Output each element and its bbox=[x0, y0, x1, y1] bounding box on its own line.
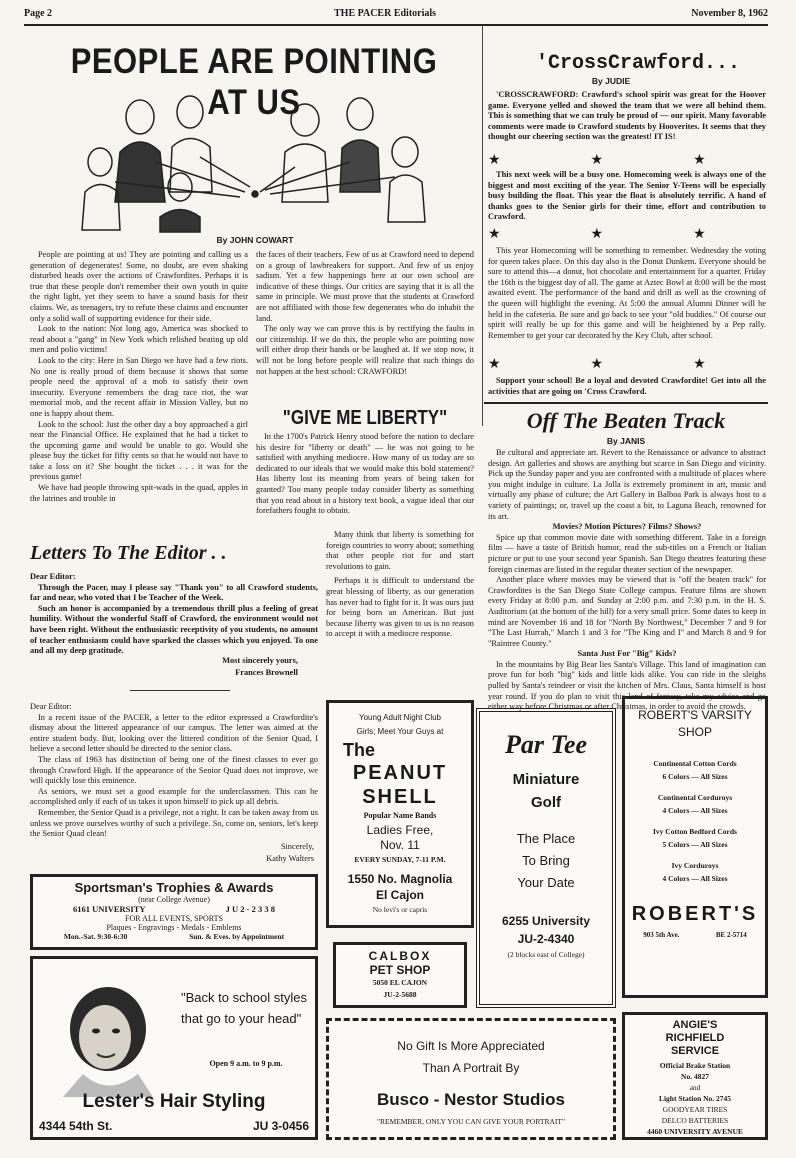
pointing-column-1 bbox=[30, 250, 248, 503]
crosscrawford-p1 bbox=[488, 90, 766, 150]
crosscrawford-para: This next week will be a busy one. Homecoming week is always one of the biggest and most exciting of the year. The Senior Y-Teens will be especially busy building the float. This year the float is absolutely terrific. A hand of thanks goes to the Senior girls for their time, effort and contribution to Crawford. bbox=[488, 170, 766, 222]
ad-peanut-shell bbox=[326, 700, 474, 928]
crosscrawford-byline: By JUDIE bbox=[591, 76, 631, 86]
ad-line: Than A Portrait By bbox=[422, 1061, 520, 1075]
pointing-para: People are pointing at us! They are pointing and calling us a generation of degenerates! Some, no doubt, are even shaking disturbed heads over the actions of Crawfordites. Perhaps it is true that these people don't remember their own youth in quite the right light, yet they seem to have a sound basis for their claims. We, as teenagers, try to refute these claims and encounter only a solid wall of supporting evidence for their side. bbox=[30, 250, 248, 323]
ad-address: 903 5th Ave. bbox=[643, 931, 680, 939]
ad-line: Plaques - Engravings - Medals - Emblems bbox=[106, 923, 242, 932]
pointing-para: We have had people throwing spit-wads in the quad, apples in the latrines and trouble in bbox=[30, 483, 248, 503]
ad-line: No. 4827 bbox=[681, 1072, 709, 1081]
ad-title: Busco - Nestor Studios bbox=[377, 1090, 565, 1109]
ad-line: Young Adult Night Club bbox=[359, 713, 441, 722]
beaten-para: Be cultural and appreciate art. Revert to the Renaissance or advance to abstract design. Art galleries and shows are anything but scarce in San Diego and vicinity. Pick up the Sunday paper and you are confronted with a multitude of places where you might indulge in culture. La Jolla is extremely prominent in art, music and virtually any phase of culture; the Art Gallery in Balboa Park is always host to a variety of paintings; or, travel up the coast a bit, to Laguna Beach, renowned for its art. bbox=[488, 448, 766, 521]
crosscrawford-p2 bbox=[488, 170, 766, 224]
ad-line: Ladies Free, bbox=[366, 823, 434, 837]
liberty-title: "GIVE ME LIBERTY" bbox=[282, 406, 448, 429]
letter-salutation: Dear Editor: bbox=[30, 572, 76, 581]
woman-portrait-icon bbox=[53, 979, 163, 1097]
pointing-illustration bbox=[60, 92, 460, 232]
pointing-column-2 bbox=[256, 250, 474, 390]
ad-title: CALBOX bbox=[368, 949, 432, 963]
ad-item: 6 Colors — All Sizes bbox=[662, 772, 728, 781]
letter-1-closing: Most sincerely yours, bbox=[222, 656, 298, 665]
star-divider-icon: ★★★ bbox=[488, 227, 796, 242]
ad-hours: Sun. & Eves. by Appointment bbox=[189, 932, 285, 941]
letter-salutation: Dear Editor: bbox=[30, 702, 72, 711]
liberty-para: Many think that liberty is something for foreign countries to worry about; something that other people riot for and start revolutions to gain. bbox=[326, 530, 474, 571]
ad-title: SERVICE bbox=[670, 1045, 720, 1057]
ad-phone: JU-2-4340 bbox=[517, 932, 575, 946]
pointing-byline: By JOHN COWART bbox=[216, 235, 294, 245]
ad-line: DELCO BATTERIES bbox=[661, 1116, 729, 1125]
beaten-subhead: Santa Just For "Big" Kids? bbox=[577, 649, 677, 659]
crosscrawford-para: This year Homecoming will be something to remember. Wednesday the voting for queen takes place. On this day also is the Donut Dunkem. Everyone should be sure to attend this—a donut, hot chocolate and entertainment for a quarter. Friday the 16th is the biggest day of all. The game at Aztec Bowl at 8:00 will be the most awaited event. The performance of the band and drill as well as the crowning of the queen will highlight the evening. At 5:00 the annual Alumni Dinner will be held in the cafeteria. Be sure and go back to see your "old buddies." Of course our spirit will really be up for this game and will be heightened by a Pep rally. Remember to get your car decorated by the Key Club, after school. bbox=[488, 246, 766, 340]
letter-2-signature: Kathy Walters bbox=[266, 854, 314, 863]
crosscrawford-p3 bbox=[488, 246, 766, 352]
page-number: Page 2 bbox=[24, 8, 53, 19]
letter-para: As seniors, we must set a good example for the underclassmen. This can be accomplished only if each of us takes it upon himself to pick up all debris. bbox=[30, 786, 318, 807]
letter-para: Through the Pacer, may I please say "Thank you" to all Crawford students, far and near, who voted that I be Teacher of the Week. bbox=[30, 582, 318, 603]
ad-item: Ivy Corduroys bbox=[671, 861, 719, 870]
ad-lesters-hair bbox=[30, 956, 318, 1140]
pointing-para: Look to the school: Just the other day a boy approached a girl near the Financial Office. He explained that he had a ticket to the upcoming game and would be unable to go. Would she please buy the ticket for fifty cents so that he would not have to take a loss on it? She bought the ticket . . . it was for the previous game! bbox=[30, 419, 248, 482]
crosscrawford-title: 'CrossCrawford... bbox=[536, 52, 741, 75]
ad-line: (near College Avenue) bbox=[138, 895, 210, 904]
ad-address: 4344 54th St. bbox=[39, 1119, 113, 1133]
pointing-para: The only way we can prove this is by rectifying the faults in our citizenship. If we do this, the people who are pointing now will either drop their hands or be laughed at. If we stop now, it will not be long before people will realize that such things do not happen at the best school: CRAWFORD! bbox=[256, 324, 474, 376]
ad-title: PET SHOP bbox=[369, 963, 431, 977]
header-rule bbox=[24, 24, 768, 26]
letters-title: Letters To The Editor . . bbox=[30, 542, 227, 564]
beaten-para: Spice up that common movie date with something different. Take in a foreign film — have a taste of British humor, read the sub-titles on a French or Italian picture or put to use your second year Spanish. San Diego theatres featuring these foreign cinemas are listed in the regular theater section of the newspaper. bbox=[488, 532, 766, 574]
ad-phone: JU-2-5688 bbox=[383, 990, 417, 999]
ad-title: Golf bbox=[531, 794, 561, 811]
letter-1-signature: Frances Brownell bbox=[235, 668, 298, 677]
ad-busco-nestor-studios bbox=[326, 1018, 616, 1140]
issue-date: November 8, 1962 bbox=[691, 8, 768, 19]
ad-title: Par Tee bbox=[504, 730, 588, 759]
crosscrawford-para: 'CROSSCRAWFORD: Crawford's school spirit was great for the Hoover game. Everyone yelled and showed the team that we were all behind them. This is something that we can truly be proud of — our spirit. Many favorable comments were made to Crawford students by Hooverites. It seems that they thought our cheering section was the greatest! IT IS! bbox=[488, 90, 766, 142]
ad-hours: Mon.-Sat. 9:30-6:30 bbox=[63, 932, 128, 941]
ad-line: No Gift Is More Appreciated bbox=[397, 1039, 545, 1053]
ad-item: 4 Colors — All Sizes bbox=[662, 806, 728, 815]
letter-divider bbox=[130, 690, 230, 691]
ad-roberts-varsity-shop bbox=[622, 696, 768, 998]
liberty-column-1 bbox=[256, 432, 474, 518]
pointing-para: the faces of their teachers. Few of us at Crawford need to depend on a group of lawbreakers for support. And few of us enjoy sadism. Yet a few happenings here at our own school are indicative of these things. Our critics are saying that it is all the same in principle. We must prove that the students at Crawford are not affiliated with those few degenerates who do inhabit the land. bbox=[256, 250, 474, 323]
ad-item: Ivy Cotton Bedford Cords bbox=[653, 827, 737, 836]
page-header bbox=[24, 8, 768, 22]
ad-title: ROBERT'S VARSITY SHOP bbox=[638, 708, 752, 739]
letter-para: Remember, the Senior Quad is a privilege, not a right. It can be taken away from us unless we prove ourselves worthy of such a privilege. So, come on, seniors, let's keep the Senior Quad clean! bbox=[30, 807, 318, 839]
pointing-para: Look to the city: Here in San Diego we have had a few riots. No one is really proud of them because it shows that some people need the approval of a mob to satisfy their own insecurity. Everyone remembers the drag race riot, the war memorial mob, and the recent affair in Mission Valley, but no one is happy about them. bbox=[30, 355, 248, 418]
ad-title: ANGIE'S bbox=[672, 1019, 718, 1031]
ad-address: 5050 EL CAJON bbox=[372, 978, 428, 987]
ad-phone: BE 2-5714 bbox=[715, 931, 747, 939]
ad-phone: JU 3-0456 bbox=[252, 1119, 309, 1133]
ad-line: Your Date bbox=[517, 875, 575, 890]
crosscrawford-para: Support your school! Be a loyal and devoted Crawfordite! Get into all the activities that are going on 'Cross Crawford. bbox=[488, 376, 766, 396]
ad-line: "REMEMBER, ONLY YOU CAN GIVE YOUR PORTRAIT" bbox=[376, 1117, 566, 1126]
beaten-subhead: Movies? Motion Pictures? Films? Shows? bbox=[552, 522, 702, 532]
beaten-title: Off The Beaten Track bbox=[526, 408, 726, 433]
beaten-body bbox=[488, 448, 766, 712]
ad-title: Miniature bbox=[512, 771, 580, 788]
ad-address: 4460 UNIVERSITY AVENUE bbox=[647, 1127, 743, 1136]
ad-address: 6255 University bbox=[501, 914, 591, 928]
ad-line: Light Station No. 2745 bbox=[658, 1094, 732, 1103]
ad-line: Girls; Meet Your Guys at bbox=[356, 727, 444, 736]
ad-title: SHELL bbox=[362, 786, 438, 808]
ad-title: Lester's Hair Styling bbox=[82, 1091, 266, 1112]
ad-angies-richfield bbox=[622, 1012, 768, 1140]
star-divider-icon: ★★★ bbox=[488, 357, 796, 372]
ad-line: and bbox=[689, 1083, 701, 1092]
liberty-column-2 bbox=[326, 530, 474, 690]
paper-name: THE PACER Editorials bbox=[334, 8, 437, 19]
letter-para: The class of 1963 has distinction of being one of the finest classes to ever go through Crawford High. If the appearance of the Senior Quad does not improve, we will quickly lose this eminence. bbox=[30, 754, 318, 786]
ad-line: (2 blocks east of College) bbox=[507, 950, 585, 959]
ad-hours: Open 9 a.m. to 9 p.m. bbox=[209, 1059, 283, 1068]
liberty-para: In the 1700's Patrick Henry stood before the nation to declare his desire for "liberty or death" — he was not going to be satisfied with anything mediocre. How many of us today are so dedicated to our ideals that we would make this bold statement? Has liberty lost its meaning from years of being taken for granted? Too many people today consider liberty as something that you read about in a history text book, a vague ideal that our forefathers fought to obtain. bbox=[256, 432, 474, 516]
letter-1 bbox=[30, 572, 318, 656]
ad-item: 5 Colors — All Sizes bbox=[662, 840, 728, 849]
ad-title: The bbox=[343, 740, 376, 760]
beaten-para: In the mountains by Big Bear lies Santa's Village. This land of imagination can prove fun for both "big" kids and little kids alike. You can ride in the sleighs pulled by Santa's reindeer or visit the kitchen of Mrs. Claus, Santa himself is host year round. If you do plan to visit this land of fantasy, take my advice and go either way before Christmas or after Christmas, in order to avoid the crowds. bbox=[488, 659, 766, 712]
liberty-para: Perhaps it is difficult to understand the great blessing of liberty, as our generation has never had to fight for it. It was ours just for being born an American. But just because liberty was given to us is no reason to accept it with a mediocre response. bbox=[326, 576, 474, 639]
ad-phone: J U 2 - 2 3 3 8 bbox=[225, 904, 275, 914]
ad-title: RICHFIELD bbox=[665, 1032, 725, 1044]
ad-line: The Place bbox=[516, 831, 576, 846]
ad-quote: "Back to school styles that go to your head" bbox=[181, 990, 308, 1026]
beaten-byline: By JANIS bbox=[606, 436, 646, 446]
ad-address: 1550 No. Magnolia bbox=[347, 872, 453, 886]
ad-item: Continental Corduroys bbox=[657, 793, 733, 802]
pointing-title: PEOPLE ARE POINTING AT US bbox=[70, 40, 438, 123]
ad-hours: EVERY SUNDAY, 7-11 P.M. bbox=[354, 855, 446, 864]
star-divider-icon: ★★★ bbox=[488, 153, 796, 168]
crosscrawford-p4 bbox=[488, 376, 766, 400]
ad-title: PEANUT bbox=[352, 762, 448, 784]
letter-2-closing: Sincerely, bbox=[280, 842, 314, 851]
letter-2 bbox=[30, 702, 318, 842]
letter-para: Such an honor is accompanied by a tremendous thrill plus a feeling of great humility. Without the wonderful Staff of Crawford, the environment would not have been right. Without the enthusiastic receptivity of you students, no amount of teacher enthusiasm could have sparked the classes which you enjoyed. To one and all my deep gratitude. bbox=[30, 603, 318, 656]
pointing-para: Look to the nation: Not long ago, America was shocked to read about a "gang" in New York which relished beating up old men and polio victims! bbox=[30, 324, 248, 355]
ad-logo: ROBERT'S bbox=[631, 903, 759, 925]
ad-line: No levi's or capris bbox=[372, 905, 428, 914]
ad-line: To Bring bbox=[522, 853, 570, 868]
ad-address: 6161 UNIVERSITY bbox=[73, 904, 146, 914]
letter-para: In a recent issue of the PACER, a letter to the editor expressed a Crawfordite's dismay about the littered appearance of our campus. The letter was aimed at the entire student body. But, looking over the littered condition of the Senior Quad, I believe a second letter should be directed to the senior class. bbox=[30, 712, 318, 754]
ad-item: 4 Colors — All Sizes bbox=[662, 874, 728, 883]
ad-calbox-pet-shop bbox=[333, 942, 467, 1008]
ad-item: Continental Cotton Cords bbox=[653, 759, 737, 768]
ad-line: Official Brake Station bbox=[659, 1061, 731, 1070]
ad-sportsmans-trophies bbox=[30, 874, 318, 950]
ad-line: FOR ALL EVENTS, SPORTS bbox=[125, 914, 223, 923]
ad-title: Sportsman's Trophies & Awards bbox=[74, 880, 274, 895]
ad-address: El Cajon bbox=[375, 888, 424, 902]
section-rule bbox=[484, 402, 768, 404]
ad-line: Nov. 11 bbox=[380, 838, 420, 852]
beaten-para: Another place where movies may be viewed that is "off the beaten track" for Crawfordites is the San Diego State College campus. Feature films are shown every Friday at 8:00 p.m. and Sunday at 2:00 p.m. and 7:30 p.m. in the H. S. Auditorium (at the bottom of the hill) for a very small price. Some dates to keep in mind are November 16 and 18 for "North By Northwest," December 7 and 9 for "The Last Hurrah," March 1 and 3 for "The King and I" and March 8 and 9 for "Raintree County." bbox=[488, 575, 766, 648]
ad-line: Popular Name Bands bbox=[363, 811, 437, 820]
ad-par-tee-golf bbox=[476, 708, 616, 1008]
column-divider bbox=[482, 26, 483, 426]
ad-line: GOODYEAR TIRES bbox=[662, 1105, 728, 1114]
